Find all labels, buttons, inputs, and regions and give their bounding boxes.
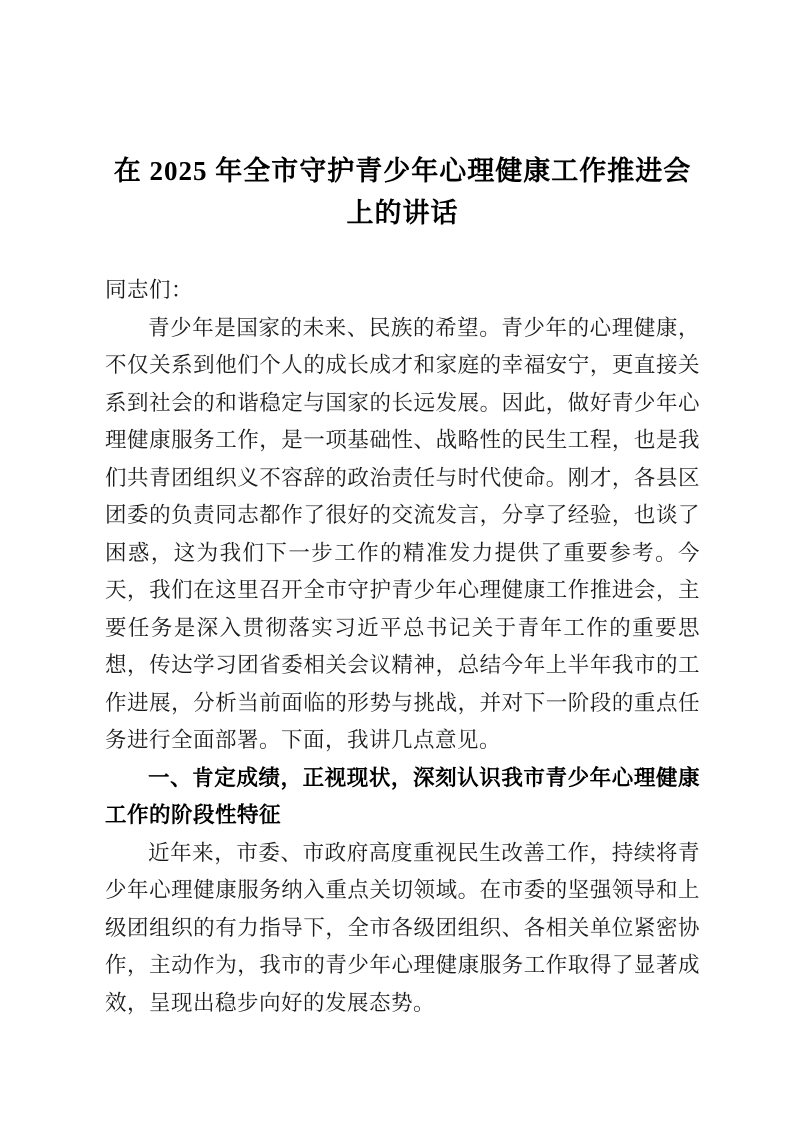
section-heading-1: 一、肯定成绩，正视现状，深刻认识我市青少年心理健康工作的阶段性特征 bbox=[105, 765, 700, 827]
paragraph-introduction: 青少年是国家的未来、民族的希望。青少年的心理健康，不仅关系到他们个人的成长成才和家庭的幸福安宁，更直接关系到社会的和谐稳定与国家的长远发展。因此，做好青少年心理健康服务工作，是一项基础性、战略性的民生工程，也是我们共青团组织义不容辞的政治责任与时代使命。刚才，各县区团委的负责同志都作了很好的交流发言，分享了经验，也谈了困惑，这为我们下一步工作的精准发力提供了重要参考。今天，我们在这里召开全市守护青少年心理健康工作推进会，主要任务是深入贯彻落实习近平总书记关于青年工作的重要思想，传达学习团省委相关会议精神，总结今年上半年我市的工作进展，分析当前面临的形势与挑战，并对下一阶段的重点任务进行全面部署。下面，我讲几点意见。 bbox=[105, 315, 700, 752]
document-title: 在 2025 年全市守护青少年心理健康工作推进会上的讲话 bbox=[113, 156, 692, 228]
paragraph-section-1: 近年来，市委、市政府高度重视民生改善工作，持续将青少年心理健康服务纳入重点关切领域。在市委的坚强领导和上级团组织的有力指导下，全市各级团组织、各相关单位紧密协作，主动作为，我市的青少年心理健康服务工作取得了显著成效，呈现出稳步向好的发展态势。 bbox=[105, 840, 700, 1015]
salutation: 同志们： bbox=[105, 278, 194, 302]
